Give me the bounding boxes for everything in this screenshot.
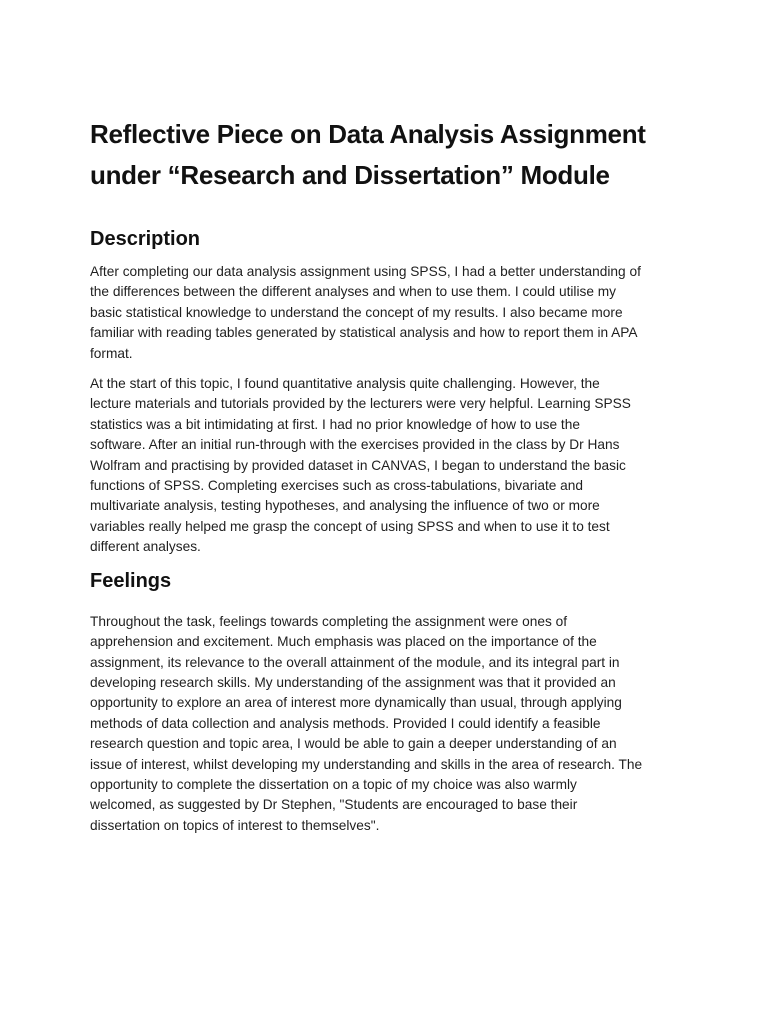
text-line: developing research skills. My understanding of the assignment was that it provided an bbox=[90, 674, 616, 690]
text-line: lecture materials and tutorials provided by the lecturers were very helpful. Learning SPSS bbox=[90, 396, 631, 412]
text-line: At the start of this topic, I found quantitative analysis quite challenging. However, the bbox=[90, 376, 600, 392]
text-line: research question and topic area, I would be able to gain a deeper understanding of an bbox=[90, 736, 617, 752]
text-line: Wolfram and practising by provided dataset in CANVAS, I began to understand the basic bbox=[90, 457, 626, 473]
text-line: functions of SPSS. Completing exercises such as cross-tabulations, bivariate and bbox=[90, 478, 583, 494]
text-line: After completing our data analysis assignment using SPSS, I had a better understanding of bbox=[90, 264, 641, 279]
text-line: format. bbox=[90, 345, 133, 361]
text-line: welcomed, as suggested by Dr Stephen, "Students are encouraged to base their bbox=[90, 797, 578, 813]
text-line: different analyses. bbox=[90, 539, 201, 555]
text-line: issue of interest, whilst developing my understanding and skills in the area of research. The bbox=[90, 756, 643, 772]
feelings-paragraph-1 bbox=[90, 612, 682, 836]
text-line: familiar with reading tables generated by statistical analysis and how to report them in APA bbox=[90, 325, 638, 341]
document-page bbox=[90, 114, 682, 846]
text-line: the differences between the different analyses and when to use them. I could utilise my bbox=[90, 284, 617, 300]
text-line: apprehension and excitement. Much emphasis was placed on the importance of the bbox=[90, 634, 597, 650]
section-description bbox=[90, 226, 682, 558]
text-line: basic statistical knowledge to understand the concept of my results. I also became more bbox=[90, 304, 623, 320]
description-paragraph-1 bbox=[90, 262, 682, 364]
text-line: dissertation on topics of interest to themselves". bbox=[90, 817, 380, 833]
description-paragraph-2 bbox=[90, 374, 682, 558]
text-line: opportunity to complete the dissertation on a topic of my choice was also warmly bbox=[90, 776, 577, 792]
document-title bbox=[90, 114, 682, 196]
title-line: under “Research and Dissertation” Module bbox=[90, 160, 610, 190]
text-line: multivariate analysis, testing hypotheses, and analysing the influence of two or more bbox=[90, 498, 600, 514]
text-line: variables really helped me grasp the concept of using SPSS and when to use it to test bbox=[90, 518, 610, 534]
text-line: assignment, its relevance to the overall attainment of the module, and its integral part in bbox=[90, 654, 620, 670]
text-line: Throughout the task, feelings towards completing the assignment were ones of bbox=[90, 613, 568, 629]
section-heading-description: Description bbox=[90, 228, 201, 250]
text-line: opportunity to explore an area of interest more dynamically than usual, through applying bbox=[90, 695, 622, 711]
text-line: software. After an initial run-through with the exercises provided in the class by Dr Hans bbox=[90, 437, 620, 453]
text-line: methods of data collection and analysis methods. Provided I could identify a feasible bbox=[90, 715, 601, 731]
section-heading-feelings: Feelings bbox=[90, 569, 172, 592]
text-line: statistics was a bit intimidating at first. I had no prior knowledge of how to use the bbox=[90, 416, 580, 432]
section-feelings bbox=[90, 568, 682, 836]
title-line: Reflective Piece on Data Analysis Assignment bbox=[90, 119, 646, 149]
